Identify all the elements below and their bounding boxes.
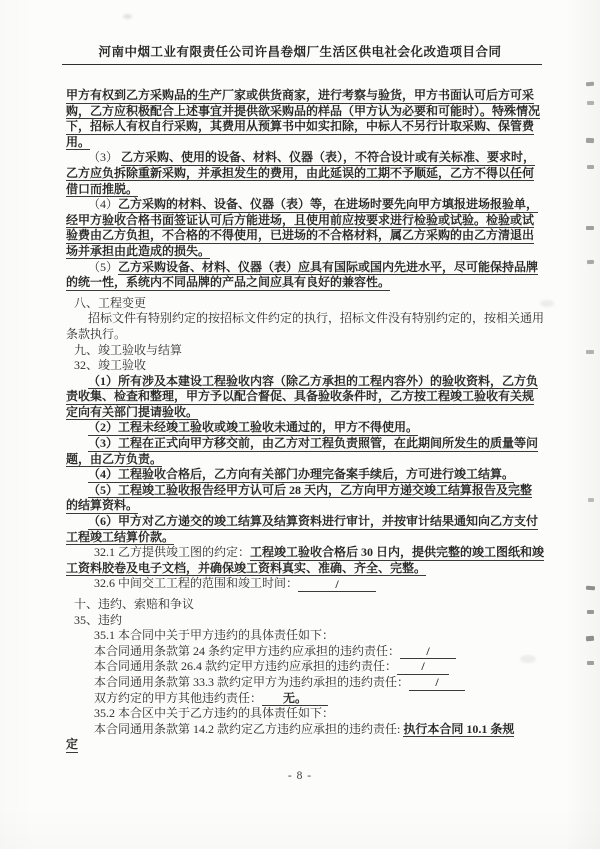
text-segment: 35、违约 <box>74 612 123 627</box>
text-line <box>66 104 592 120</box>
text-line <box>66 343 592 359</box>
text-segment: 定向有关部门提请验收。 <box>66 404 199 419</box>
text-segment: （3）工程在正式向甲方移交前，由乙方对工程负责照管，在此期间所发生的质量等问 <box>88 436 539 451</box>
text-line <box>66 576 592 592</box>
text-line <box>66 296 592 312</box>
text-segment: （4）工程验收合格后，乙方向有关部门办理完备案手续后，方可进行竣工结算。 <box>88 467 515 482</box>
text-line <box>66 659 592 675</box>
text-segment: 工程竣工结算价款。 <box>66 529 175 544</box>
text-segment: 执行本合同 10.1 条规 <box>403 721 515 736</box>
text-line <box>66 405 592 421</box>
text-segment: 本合同通用条款第 14.2 款约定乙方违约应承担的违约责任: <box>94 721 404 736</box>
text-segment: 题，由乙方负责。 <box>66 451 163 466</box>
text-line <box>66 182 592 198</box>
document-body <box>0 88 600 753</box>
text-line <box>66 327 592 343</box>
text-line <box>66 467 592 483</box>
text-line <box>66 166 592 182</box>
text-line <box>66 244 592 260</box>
scan-smudge <box>520 655 536 663</box>
filled-blank: / <box>397 659 449 675</box>
text-segment: 工程竣工验收合格后 30 日内，提供完整的竣工图纸和竣 <box>250 545 545 560</box>
text-line <box>66 197 592 213</box>
header-underline-rule <box>62 64 542 65</box>
text-line <box>66 228 592 244</box>
scan-artifact <box>586 586 595 591</box>
text-line <box>66 613 592 629</box>
scan-smudge <box>123 14 132 19</box>
text-segment: 乙方采购的材料、设备、仪器（表）等，在进场时要先向甲方填报进场报验单， <box>118 197 539 212</box>
text-line <box>66 597 592 613</box>
filled-blank: / <box>400 644 456 660</box>
text-segment: 32.6 中间交工工程的范围和竣工时间： <box>94 576 299 591</box>
filled-blank: / <box>298 577 376 593</box>
text-segment: 本合同通用条款第 24 条约定甲方违约应承担的违约责任： <box>94 643 401 658</box>
text-segment: 定 <box>66 737 79 752</box>
filled-blank: / <box>409 675 465 691</box>
text-segment: 用。 <box>66 134 91 149</box>
text-line <box>66 260 592 276</box>
text-segment: 八、工程变更 <box>74 295 147 310</box>
text-line <box>66 420 592 436</box>
text-segment: （6）甲方对乙方递交的竣工结算及结算资料进行审计，并按审计结果通知向乙方支付 <box>88 514 539 529</box>
text-line <box>66 545 592 561</box>
text-segment: 经甲方验收合格书面签证认可后方能进场，且使用前应按要求进行检验或试验。检验或试 <box>66 212 535 227</box>
text-line <box>66 737 592 753</box>
text-segment: （1）所有涉及本建设工程验收内容（除乙方承担的工程内容外）的验收资料，乙方负 <box>88 373 539 388</box>
text-segment: 35.1 本合同中关于甲方违约的具体责任如下： <box>94 628 335 643</box>
text-line <box>66 150 592 166</box>
text-segment: 的统一性，系统内不同品牌的产品之间应具有良好的兼容性。 <box>66 275 391 290</box>
scan-artifact <box>587 610 594 614</box>
text-line <box>66 452 592 468</box>
text-line <box>66 722 592 738</box>
text-line <box>66 514 592 530</box>
text-segment: 双方约定的甲方其他违约责任： <box>94 690 263 705</box>
text-segment: （4） <box>88 197 119 212</box>
scan-artifact <box>587 661 594 665</box>
text-line <box>66 358 592 374</box>
text-segment: 乙方采购、使用的设备、材料、仪器（表），不符合设计或有关标准、要求时， <box>121 150 536 165</box>
text-segment: 下，招标人有权自行采购，其费用从预算书中如实扣除，中标人不另行计取采购、保管费 <box>66 119 535 134</box>
text-segment: 32.1 乙方提供竣工图的约定： <box>94 545 251 560</box>
text-segment: 场并承担由此造成的损失。 <box>66 243 211 258</box>
text-line <box>66 483 592 499</box>
scan-artifact <box>588 498 594 502</box>
text-segment: 甲方有权到乙方采购品的生产厂家或供货商家，进行考察与验货，甲方书面认可后方可采 <box>66 88 535 102</box>
scan-artifact <box>586 138 594 143</box>
text-segment: 验费由乙方负担，不合格的不得使用，已进场的不合格材料，属乙方采购的由乙方清退出 <box>66 228 535 243</box>
text-line <box>66 628 592 644</box>
text-segment: 乙方采购设备、材料、仪器（表）应具有国际或国内先进水平，尽可能保持品牌 <box>118 259 539 274</box>
text-segment: 十、违约、索赔和争议 <box>74 597 195 611</box>
page-number: - 8 - <box>287 770 313 782</box>
text-segment: 本合同通用条款第 33.3 款约定甲方为违约承担的违约责任： <box>94 674 410 689</box>
text-line <box>66 498 592 514</box>
text-line <box>66 135 592 151</box>
scan-smudge <box>540 300 554 307</box>
scan-artifact <box>586 350 594 354</box>
text-line <box>66 691 592 707</box>
text-line <box>66 561 592 577</box>
text-line <box>66 389 592 405</box>
text-segment: （5）工程竣工验收报告经甲方认可后 28 天内，乙方向甲方递交竣工结算报告及完整 <box>88 482 533 497</box>
scan-artifact <box>586 636 594 642</box>
text-segment: 招标文件有特别约定的按招标文件约定的执行，招标文件没有特别约定的，按相关通用 <box>88 311 545 326</box>
text-segment: 的结算资料。 <box>66 498 139 513</box>
text-segment: 本合同通用条款 26.4 款约定甲方违约应承担的违约责任： <box>94 659 398 674</box>
text-line <box>66 119 592 135</box>
text-line <box>66 644 592 660</box>
text-line <box>66 88 592 104</box>
text-segment: （5） <box>88 259 119 274</box>
text-line <box>66 436 592 452</box>
text-line <box>66 706 592 722</box>
filled-blank: 无。 <box>262 691 328 707</box>
text-segment: （2）工程未经竣工验收或竣工验收未通过的，甲方不得使用。 <box>88 420 419 435</box>
text-line <box>66 311 592 327</box>
text-line <box>66 530 592 546</box>
text-segment: 工资料胶卷及电子文档，并确保竣工资料真实、准确、齐全、完整。 <box>66 560 427 575</box>
scan-artifact <box>587 101 594 105</box>
scan-artifact <box>586 226 594 230</box>
text-segment: 借口而推脱。 <box>66 181 139 196</box>
text-segment: 购，乙方应积极配合上述事宜并提供欲采购品的样品（甲方认为必要和可能时）。特殊情况 <box>66 103 541 118</box>
text-segment: 条款执行。 <box>66 326 127 341</box>
text-segment: 九、竣工验收与结算 <box>74 342 183 357</box>
text-line <box>66 275 592 291</box>
scan-artifact <box>587 165 594 169</box>
text-segment: 32、竣工验收 <box>74 358 147 373</box>
text-segment: 责收集、检查和整理，甲方予以配合督促、具备验收条件时，乙方按工程竣工验收有关规 <box>66 389 535 404</box>
text-segment: （3） <box>88 150 122 165</box>
contract-title: 河南中烟工业有限责任公司许昌卷烟厂生活区供电社会化改造项目合同 <box>98 45 502 59</box>
text-line <box>66 374 592 390</box>
scan-artifact <box>586 82 594 87</box>
scan-artifact <box>587 260 594 264</box>
text-segment: 35.2 本合区中关于乙方违约的具体责任如下： <box>94 706 335 721</box>
text-line <box>66 675 592 691</box>
text-line <box>66 213 592 229</box>
document-header <box>0 0 600 65</box>
text-segment: 乙方应负拆除重新采购，并承担发生的费用，由此延误的工期不予顺延，乙方不得以任何 <box>66 165 535 180</box>
